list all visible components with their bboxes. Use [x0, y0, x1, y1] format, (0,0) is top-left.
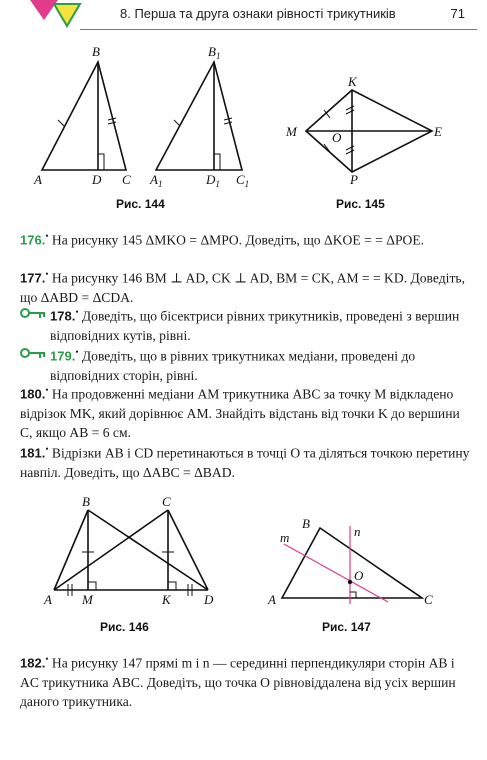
caption-fig145: Рис. 145	[336, 197, 385, 211]
problem-text: Доведіть, що бісектриси рівних трикутників, проведені з вершин відповідних кутів, рівні.	[50, 308, 460, 343]
label-n: n	[354, 524, 361, 539]
label-a: A	[268, 592, 276, 607]
problem-text: На рисунку 145 ΔMKO = ΔMPO. Доведіть, що ΔKOE = = ΔPOE.	[51, 232, 425, 248]
page-header	[0, 0, 487, 30]
label-c: C	[424, 592, 433, 607]
label-b1: $B_1$	[208, 44, 221, 61]
label-o: O	[332, 130, 342, 145]
problem-number: 180.	[20, 386, 46, 402]
label-c: C	[162, 494, 171, 509]
problem-176: 176.• На рисунку 145 ΔMKO = ΔMPO. Доведіть, що ΔKOE = = ΔPOE.	[20, 231, 425, 248]
figure-146	[40, 492, 240, 612]
label-a: A	[44, 592, 52, 607]
label-p: P	[350, 172, 358, 186]
page-number: 71	[450, 6, 465, 21]
label-a1: $A_1$	[150, 172, 163, 189]
segment-bd	[88, 510, 208, 590]
label-e: E	[434, 124, 442, 139]
yellow-triangle-decor	[54, 4, 80, 26]
key-icon	[20, 306, 46, 320]
label-m: m	[280, 530, 290, 545]
label-m: M	[286, 124, 297, 139]
label-k: K	[162, 592, 171, 607]
triangle-a1b1c1	[156, 62, 242, 170]
triangle-abc	[42, 62, 126, 170]
problem-number: 179.	[50, 348, 76, 364]
label-b: B	[302, 516, 310, 531]
label-b: B	[92, 44, 100, 59]
problem-text: Доведіть, що в рівних трикутниках медіани, проведені до відповідних сторін, рівні.	[50, 348, 416, 383]
figure-145	[284, 76, 454, 186]
problem-number: 177.	[20, 270, 46, 286]
problem-178: 178.• Доведіть, що бісектриси рівних трикутників, проведені з вершин відповідних кутів, рівні.	[20, 303, 476, 345]
key-icon	[20, 346, 46, 360]
label-d1: $D_1$	[206, 172, 220, 189]
header-rule	[80, 29, 477, 30]
problem-182: 182.• На рисунку 147 прямі m і n — серединні перпендикуляри сторін AB і AC трикутника ABC. Доведіть, що точка O рівновіддалена від усіх вершин даного трикутника.	[20, 654, 456, 709]
label-a: A	[34, 172, 42, 187]
problem-number: 178.	[50, 308, 76, 324]
label-c: C	[122, 172, 131, 187]
label-d: D	[204, 592, 214, 607]
corner-decoration	[30, 0, 120, 30]
problem-text: На рисунку 147 прямі m і n — серединні перпендикуляри сторін AB і AC трикутника ABC. Доведіть, що точка O рівновіддалена від усіх вершин даного трикутника.	[20, 655, 456, 709]
label-b: B	[82, 494, 90, 509]
figure-147	[262, 492, 442, 612]
label-m: M	[82, 592, 93, 607]
problem-text: На рисунку 146 BM ⊥ AD, CK ⊥ AD, BM = CK, AM = = KD. Доведіть, що ΔABD = ΔCDA.	[20, 270, 465, 305]
caption-fig147: Рис. 147	[322, 620, 371, 634]
caption-fig146: Рис. 146	[100, 620, 149, 634]
label-c1: $C_1$	[236, 172, 250, 189]
caption-fig144: Рис. 144	[116, 197, 165, 211]
problem-number: 181.	[20, 445, 46, 461]
problem-number: 182.	[20, 655, 46, 671]
label-d: D	[92, 172, 102, 187]
segment-cd	[168, 510, 208, 590]
line-m	[284, 544, 388, 602]
problem-text: Відрізки AB і CD перетинаються в точці O та діляться точкою перетину навпіл. Доведіть, що ΔABC = ΔBAD.	[20, 445, 470, 480]
figure-144	[30, 42, 290, 192]
problem-177: 177.• На рисунку 146 BM ⊥ AD, CK ⊥ AD, BM = CK, AM = = KD. Доведіть, що ΔABD = ΔCDA.	[20, 269, 465, 305]
problem-181: 181.• Відрізки AB і CD перетинаються в точці O та діляться точкою перетину навпіл. Доведіть, що ΔABC = ΔBAD.	[20, 444, 470, 480]
problem-text: На продовженні медіани AM трикутника ABC за точку M відкладено відрізок MK, який дорівнює AM. Знайдіть відстань від точки K до вершини C, якщо AB = 6 см.	[20, 386, 460, 440]
problem-180: 180.• На продовженні медіани AM трикутника ABC за точку M відкладено відрізок MK, який дорівнює AM. Знайдіть відстань від точки K до вершини C, якщо AB = 6 см.	[20, 385, 460, 440]
running-title: 8. Перша та друга ознаки рівності трикутників	[120, 6, 396, 21]
label-o: O	[354, 568, 364, 583]
problem-number: 176.	[20, 232, 46, 248]
triangle-abc	[282, 528, 422, 598]
label-k: K	[348, 76, 357, 89]
point-o	[348, 580, 352, 584]
problem-179: 179.• Доведіть, що в рівних трикутниках медіани, проведені до відповідних сторін, рівні.	[20, 343, 476, 385]
